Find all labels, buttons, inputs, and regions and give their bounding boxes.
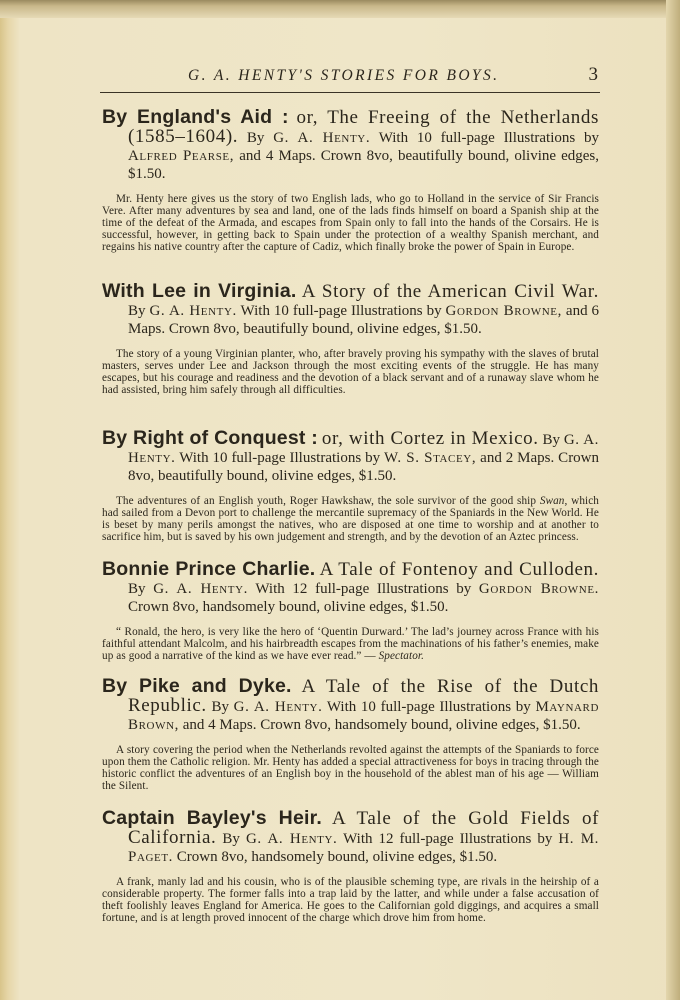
by-label: By (222, 831, 240, 847)
book-illustrator: Alfred Pearse, (128, 148, 235, 164)
book-details: and 2 Maps. Crown 8vo, beautifully bound, olivine edges, $1.50. (128, 450, 600, 484)
book-entry (102, 809, 599, 924)
running-head (100, 64, 600, 93)
book-author: G. A. Henty. (149, 303, 237, 319)
illustrations-text: With 10 full-page Illustrations by (179, 450, 381, 466)
book-description (102, 626, 599, 662)
page-top-edge (0, 0, 680, 18)
book-illustrator: Gordon Browne, (445, 303, 562, 319)
book-details: Crown 8vo, handsomely bound, olivine edges, $1.50. (128, 599, 449, 615)
book-subtitle: A Tale of Fontenoy and Culloden. (319, 559, 599, 580)
page-right-edge (666, 0, 680, 1000)
book-entry (102, 429, 599, 543)
book-author: G. A. Henty. (153, 581, 248, 597)
by-label: By (542, 432, 560, 448)
book-illustrator: Maynard Brown, (128, 699, 600, 733)
book-description (102, 495, 599, 543)
illustrations-text: With 12 full-page Illustrations by (255, 581, 472, 597)
review-source: Spectator. (378, 650, 425, 663)
book-entry (102, 560, 599, 662)
book-subtitle: A Story of the American Civil War. (301, 281, 599, 302)
book-author: G. A. Henty. (273, 130, 371, 146)
book-listing (102, 560, 599, 616)
book-entry (102, 677, 599, 792)
book-listing (102, 282, 599, 338)
page-number: 3 (588, 64, 598, 85)
book-title: Bonnie Prince Charlie. (102, 558, 316, 580)
book-listing (102, 809, 599, 866)
ship-name: Swan, (539, 495, 568, 507)
book-title: With Lee in Virginia. (102, 280, 297, 302)
book-description: Mr. Henty here gives us the story of two English lads, who go to Holland in the service of Sir Francis Vere. After many adventures by sea and land, one of the lads finds himself on board a Spanish ship at the time of the defeat of the Armada, and escapes from Spain only to fall into the hands of the Corsairs. He is successful, however, in getting back to Spain under the protection of a wealthy Spanish merchant, and regains his native country after the capture of Cadiz, which finally broke the power of Spain in Europe. (102, 193, 599, 254)
book-entry (102, 282, 599, 396)
illustrations-text: With 12 full-page Illustrations by (343, 831, 553, 847)
book-subtitle: or, with Cortez in Mexico. (321, 428, 539, 449)
book-listing (102, 108, 599, 183)
book-title: By Right of Conquest : (102, 427, 318, 449)
book-title: By Pike and Dyke. (102, 675, 292, 697)
book-details: Crown 8vo, handsomely bound, olivine edges, $1.50. (176, 849, 498, 865)
book-details: and 4 Maps. Crown 8vo, handsomely bound, olivine edges, $1.50. (182, 717, 581, 733)
book-illustrator: Gordon Browne. (478, 581, 599, 597)
book-illustrator: H. M. Paget. (128, 831, 600, 865)
book-illustrator: W. S. Stacey, (384, 450, 477, 466)
book-subtitle: or, The Freeing of the Netherlands (1585–1604). (128, 107, 599, 147)
book-author: G. A. Henty. (128, 432, 600, 466)
by-label: By (211, 699, 229, 715)
description-text: The adventures of an English youth, Roger Hawkshaw, the sole survivor of the good ship (116, 495, 537, 507)
book-entry (102, 108, 599, 253)
book-details: and 4 Maps. Crown 8vo, beautifully bound, olivine edges, $1.50. (128, 148, 600, 182)
by-label: By (128, 581, 146, 597)
book-description: The story of a young Virginian planter, who, after bravely proving his sympathy with the slaves of brutal masters, serves under Lee and Jackson through the most exciting events of the struggle. He has many escapes, but his courage and readiness and the devotion of a black servant and of a runaway slave whom he had assisted, bring him safely through all difficulties. (102, 348, 599, 397)
book-details: and 6 Maps. Crown 8vo, beautifully bound, olivine edges, $1.50. (128, 303, 600, 337)
book-author: G. A. Henty. (245, 831, 338, 847)
book-title: Captain Bayley's Heir. (102, 807, 322, 829)
by-label: By (246, 130, 265, 146)
description-text: “ Ronald, the hero, is very like the hero of ‘Quentin Durward.’ The lad’s journey across France with his faithful attendant Malcolm, and his hairbreadth escapes from the machinations of his father’s enemies, make up as good a narrative of the kind as we have ever read.” — (102, 626, 599, 663)
description-text: which had sailed from a Devon port to challenge the mercantile supremacy of the Spaniards in the New World. He is beset by many perils amongst the natives, who are disposed at one time to worship and at another to sacrifice him, but is saved by his own judgement and strength, and by the devotion of an Aztec princess. (102, 495, 599, 544)
book-listing (102, 677, 599, 734)
book-author: G. A. Henty. (233, 699, 323, 715)
book-subtitle: A Tale of the Rise of the Dutch Republic. (128, 676, 599, 716)
book-description: A story covering the period when the Netherlands revolted against the attempts of the Spaniards to force upon them the Catholic religion. Mr. Henty has added a special attractiveness for boys in tracing through the historic conflict the adventures of an English boy in the household of the ablest man of his age — William the Silent. (102, 744, 599, 793)
illustrations-text: With 10 full-page Illustrations by (378, 130, 600, 146)
illustrations-text: With 10 full-page Illustrations by (326, 699, 531, 715)
running-title: G. A. HENTY'S STORIES FOR BOYS. (188, 67, 500, 84)
by-label: By (128, 303, 146, 319)
book-listing (102, 429, 599, 485)
book-title: By England's Aid : (102, 106, 289, 128)
book-subtitle: A Tale of the Gold Fields of California. (128, 808, 599, 848)
illustrations-text: With 10 full-page Illustrations by (240, 303, 442, 319)
book-description: A frank, manly lad and his cousin, who is of the plausible scheming type, are rivals in the heirship of a considerable property. The former falls into a trap laid by the latter, and while under a false accusation of theft foolishly leaves England for America. He goes to the Californian gold diggings, and acquires a small fortune, and is at length proved innocent of the charge which drove him from home. (102, 876, 599, 925)
